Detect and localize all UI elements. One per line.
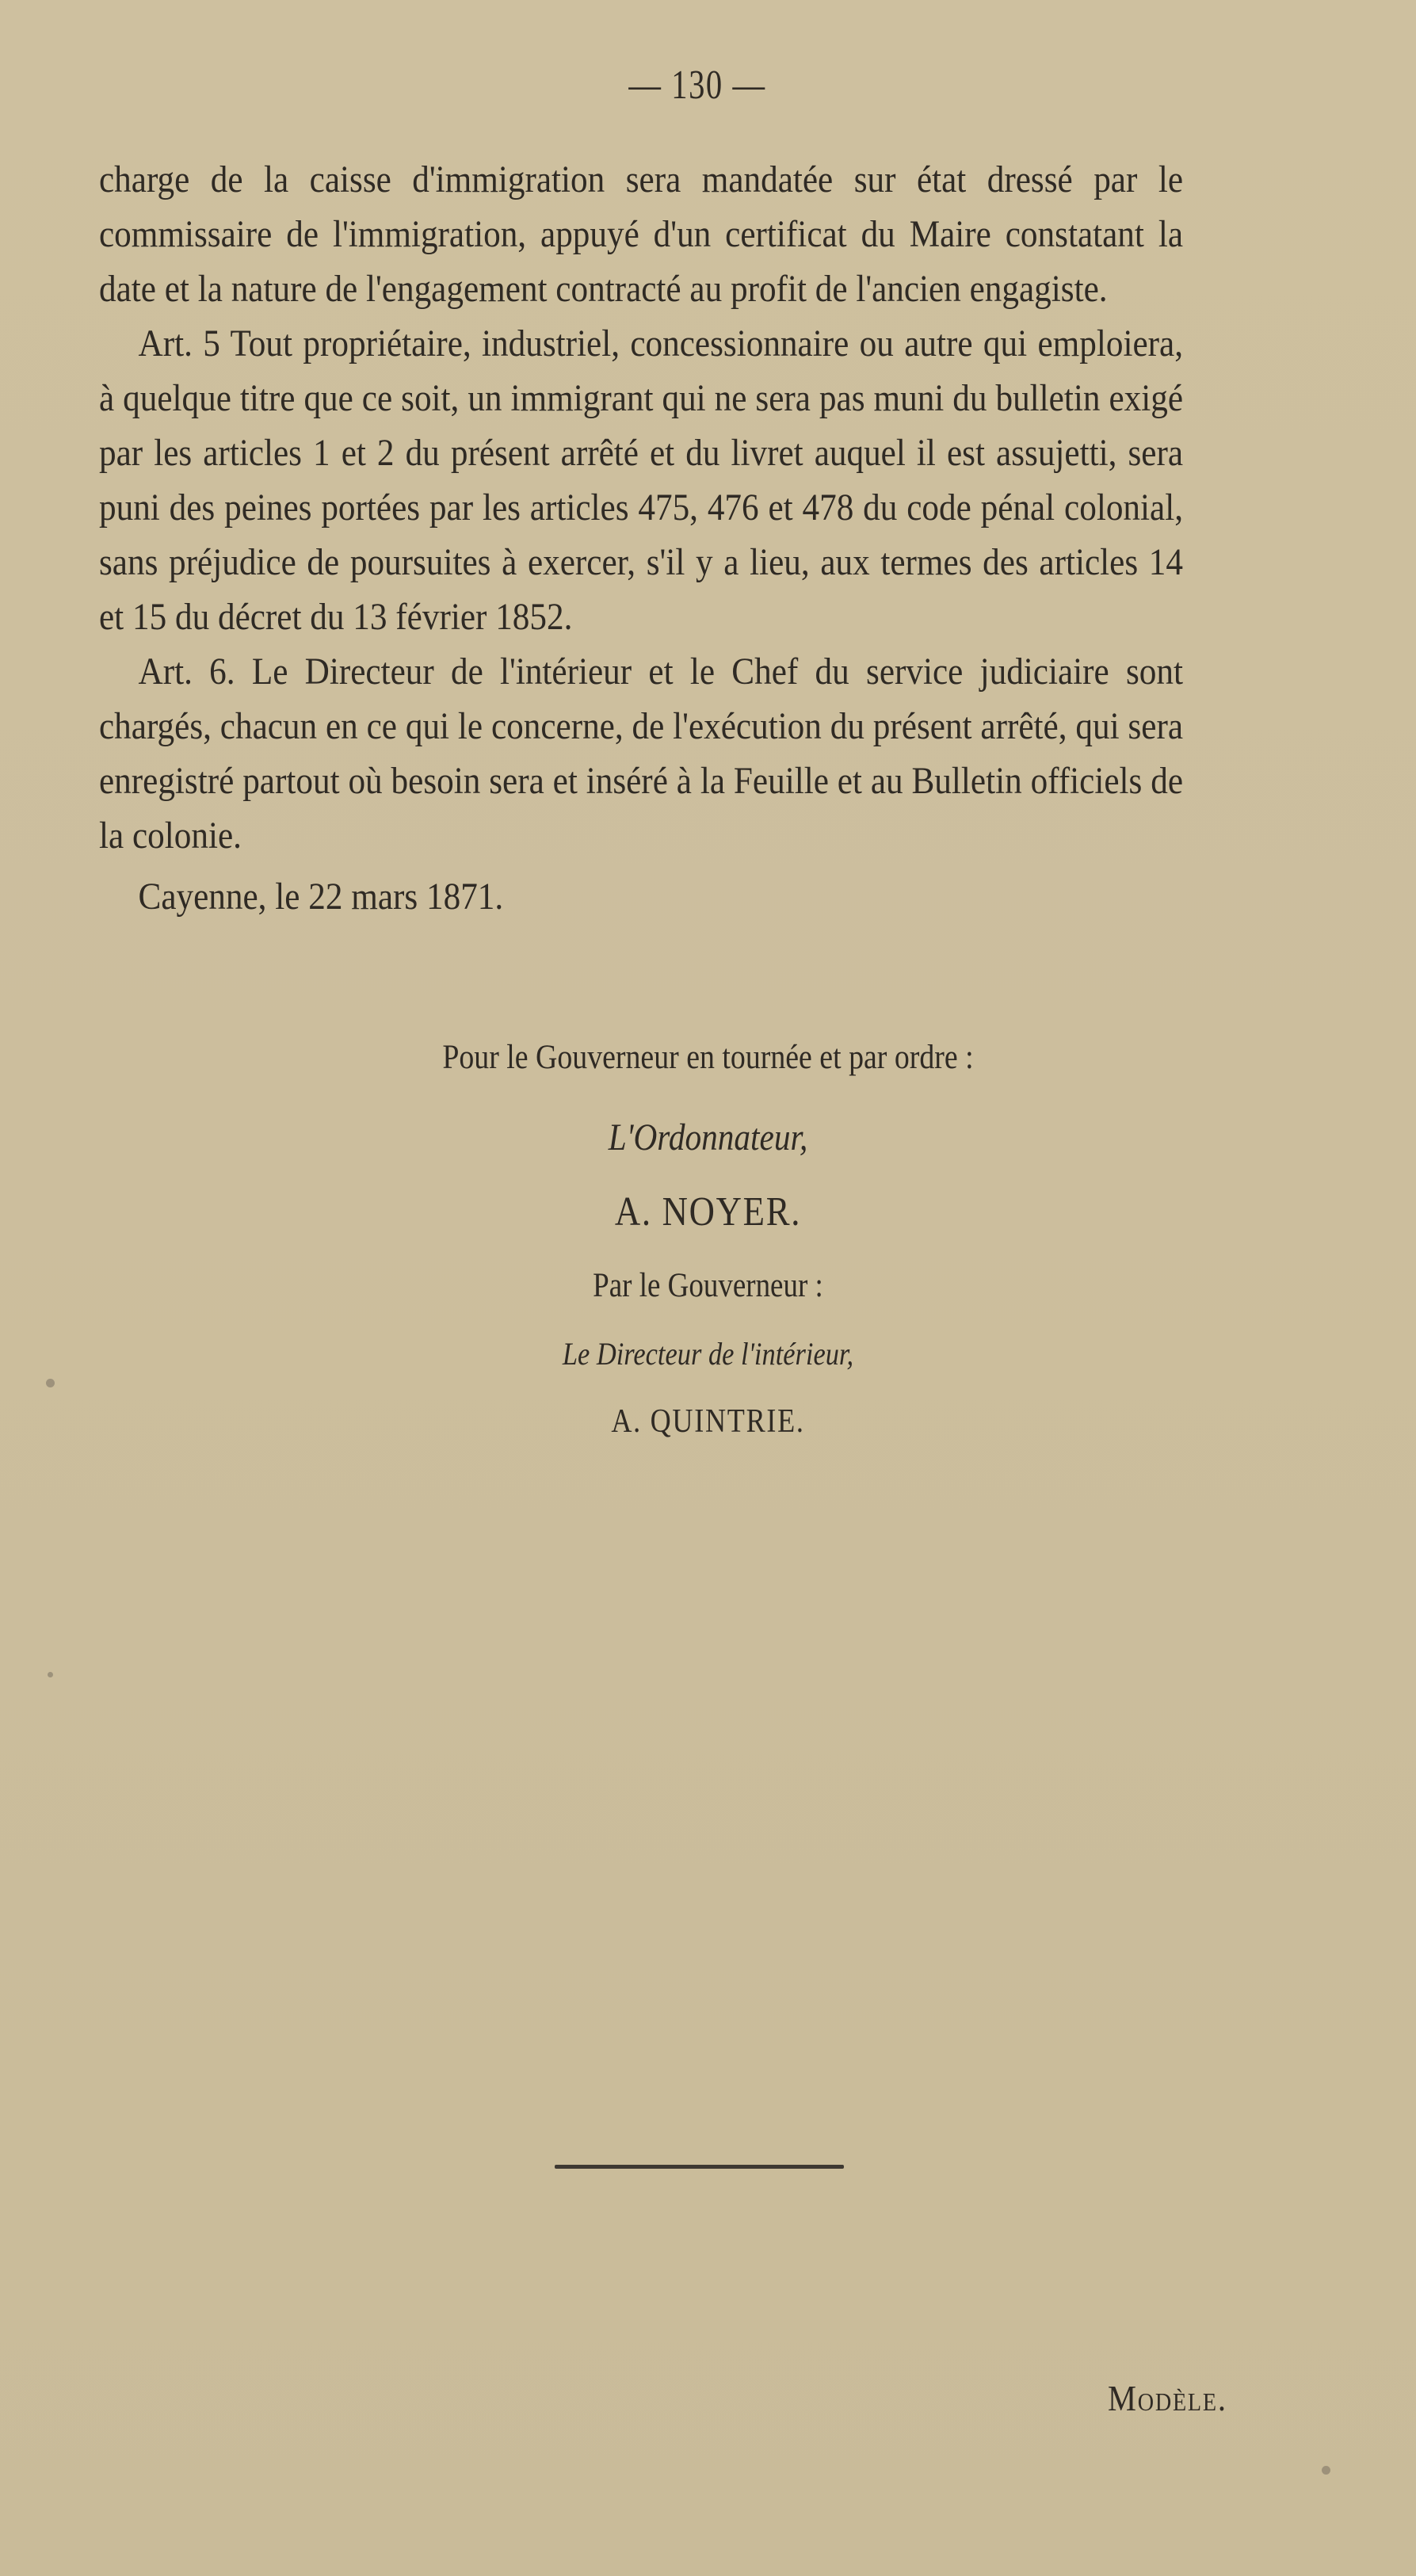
paper-speck bbox=[1322, 2466, 1330, 2475]
page-number: — 130 — bbox=[628, 63, 766, 108]
place-date-line: Cayenne, le 22 mars 1871. bbox=[138, 876, 504, 918]
paragraph-article-5: Art. 5 Tout propriétaire, industriel, concessionnaire ou autre qui emploiera, à quelque titre que ce soit, un immigrant qui ne sera pas muni du bulletin exigé par les articles 1 et 2 du présent arrêté et du livret auquel il est assujetti, sera puni des peines portées par les articles 475, 476 et 478 du code pénal colonial, sans préjudice de poursuites à exercer, s'il y a lieu, aux termes des articles 14 et 15 du décret du 13 février 1852. bbox=[99, 322, 1183, 638]
directeur-name: A. QUINTRIE. bbox=[611, 1403, 805, 1440]
ordonnateur-name: A. NOYER. bbox=[614, 1189, 802, 1235]
ordonnateur-title: L'Ordonnateur, bbox=[608, 1116, 808, 1158]
body-text bbox=[99, 152, 1183, 924]
directeur-title: Le Directeur de l'intérieur, bbox=[562, 1336, 854, 1372]
paper-speck bbox=[46, 1379, 55, 1387]
modele-heading: Modèle. bbox=[1108, 2378, 1227, 2418]
gouverneur-line: Par le Gouverneur : bbox=[593, 1267, 823, 1304]
order-line: Pour le Gouverneur en tournée et par ordre : bbox=[442, 1039, 974, 1076]
paragraph-continuation: charge de la caisse d'immigration sera mandatée sur état dressé par le commissaire de l'immigration, appuyé d'un certificat du Maire constatant la date et la nature de l'engagement contracté au profit de l'ancien engagiste. bbox=[99, 158, 1183, 310]
paper-speck bbox=[48, 1672, 53, 1677]
paragraph-article-6: Art. 6. Le Directeur de l'intérieur et le Chef du service judiciaire sont chargés, chacun en ce qui le concerne, de l'exécution du présent arrêté, qui sera enregistré partout où besoin sera et inséré à la Feuille et au Bulletin officiels de la colonie. bbox=[99, 651, 1183, 857]
section-divider-rule bbox=[555, 2165, 844, 2169]
